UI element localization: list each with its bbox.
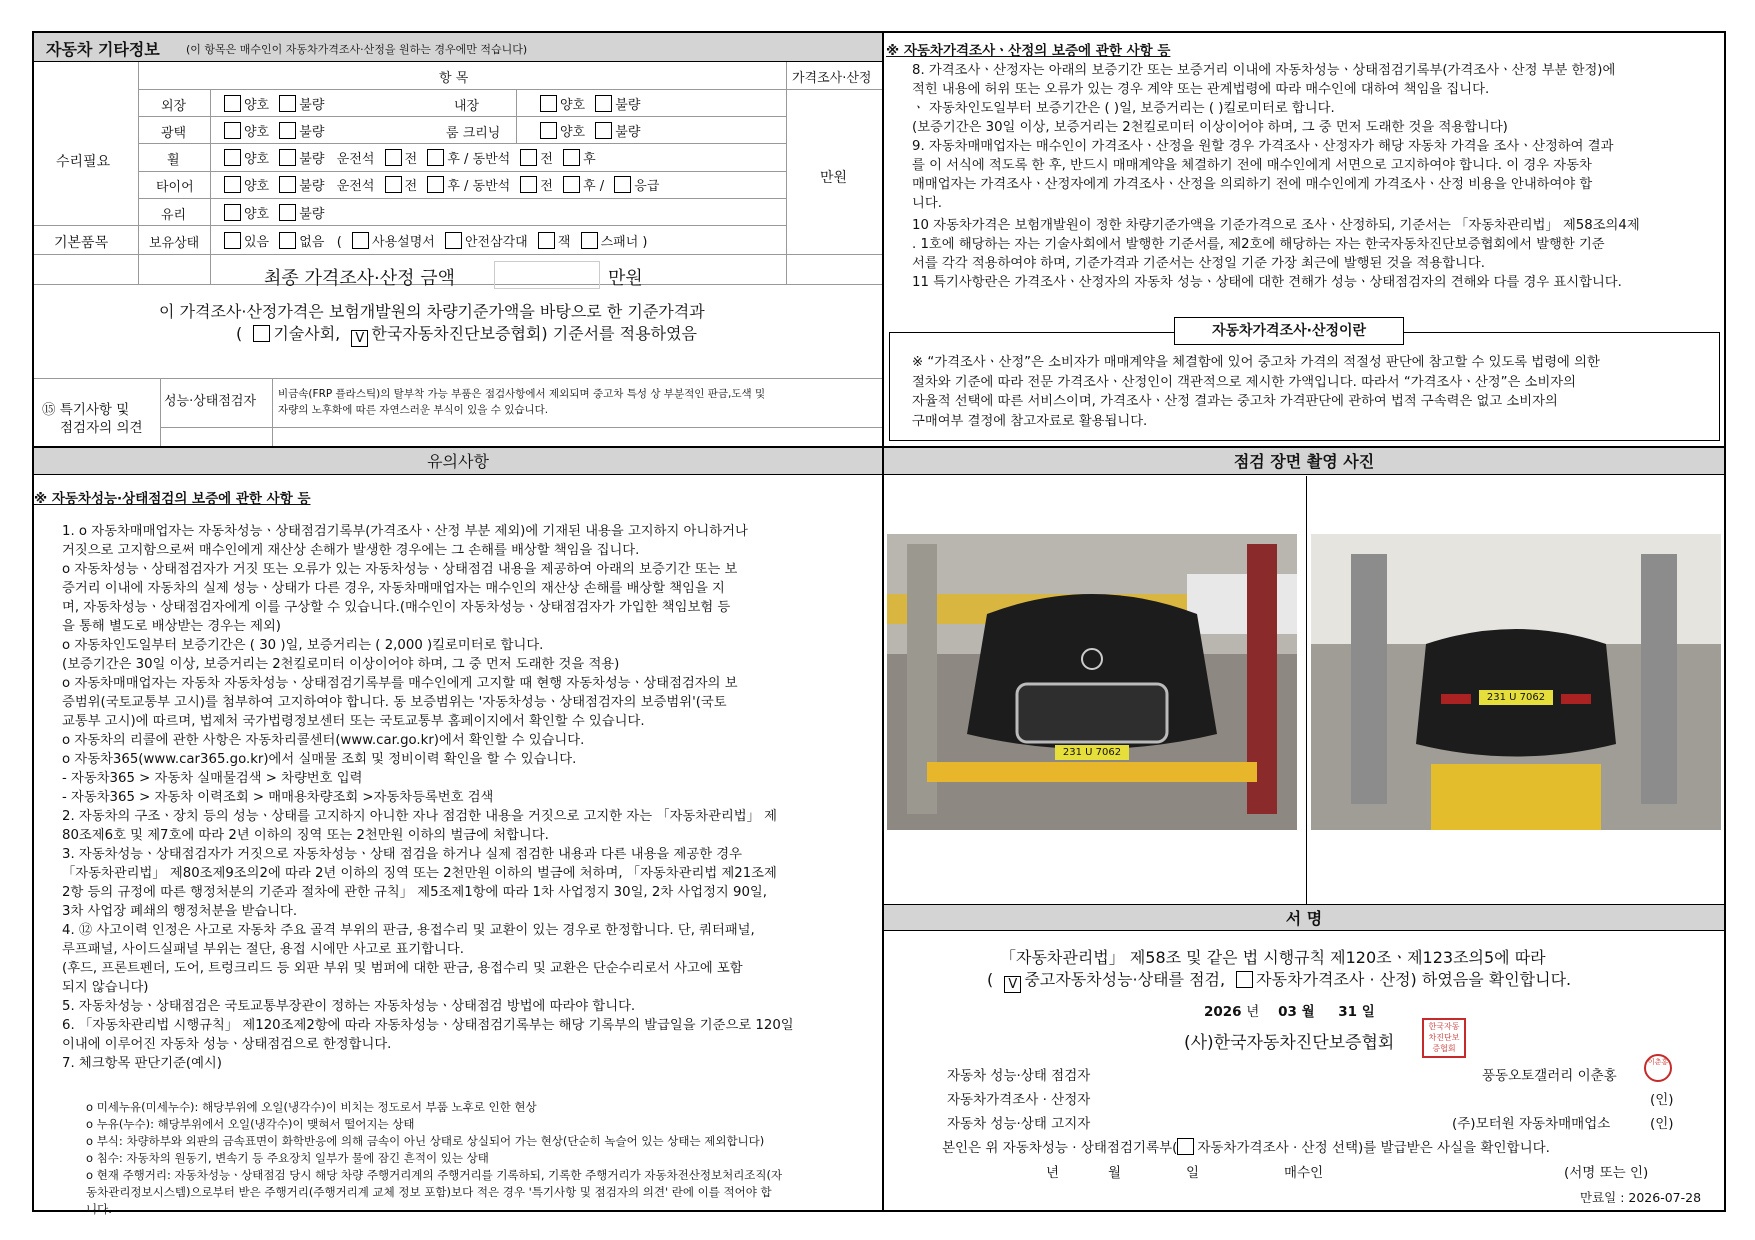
sign-row-label: 자동차 성능·상태 고지자 xyxy=(947,1116,1091,1132)
notes-line: o 자동차365(www.car365.go.kr)에서 실매물 조회 및 정비이력 확인을 할 수 있습니다. xyxy=(62,752,577,767)
criteria-line: 동차관리정보시스템)으로부터 받은 주행거리(주행거리계 교체 정보 포함)보다 적은 경우 '특기사항 및 점검자의 의견' 란에 이를 적어야 합 xyxy=(86,1185,772,1199)
criteria-line: o 누유(누수): 해당부위에서 오일(냉각수)이 맺혀서 떨어지는 상태 xyxy=(86,1117,415,1131)
definition-line: 구매여부 결정에 참고자료로 활용됩니다. xyxy=(912,413,1148,429)
sign-row-name: (주)모터원 자동차매매업소 xyxy=(1452,1116,1611,1132)
vehicle-other-info-panel xyxy=(32,31,884,448)
front-label: 전 xyxy=(540,179,553,194)
perf-note-2: 자량의 노후화에 따른 자연스러운 부식이 있을 수 있습니다. xyxy=(278,404,549,416)
receipt-price-checkbox[interactable] xyxy=(1177,1138,1194,1155)
notes-line: 되지 않습니다) xyxy=(62,980,149,995)
room-good-checkbox[interactable] xyxy=(540,122,557,139)
notes-line: 2. 자동차의 구조ㆍ장치 등의 성능ㆍ상태를 고지하지 아니한 자나 점검한 내용을 거짓으로 고지한 자는 「자동차관리법」 제 xyxy=(62,809,778,824)
guarantee-lines xyxy=(912,61,1640,292)
definition-title: 자동차가격조사·산정이란 xyxy=(1174,317,1404,345)
final-price-label: 최종 가격조사·산정 금액 xyxy=(264,268,456,289)
bad-label: 불량 xyxy=(299,98,325,113)
good-label: 양호 xyxy=(560,98,586,113)
front-photo xyxy=(887,534,1297,830)
notes-line: o 자동차매매업자는 자동차 자동차성능ㆍ상태점검기록부를 매수인에게 고지할 때 현행 자동차성능ㆍ상태점검자의 보 xyxy=(62,676,738,691)
notes-lines xyxy=(62,522,794,1073)
guarantee-line: 니다. xyxy=(912,196,942,211)
front-label: 전 xyxy=(404,152,418,167)
rear-label: 후 xyxy=(583,179,596,194)
guarantee-line: (보증기간은 30일 이상, 보증거리는 2천킬로미터 이상이어야 하며, 그 중 먼저 도래한 것을 적용합니다) xyxy=(912,120,1508,135)
notes-line: 「자동차관리법」 제80조제9조의2에 따라 2년 이하의 징역 또는 2천만원 이하의 벌금에 처하며, 「자동차관리법 제21조제 xyxy=(62,866,777,881)
signature-bar: 서 명 xyxy=(884,904,1724,931)
spanner-checkbox[interactable] xyxy=(581,232,598,249)
issue-month-label: 월 xyxy=(1301,1004,1315,1020)
tire-options xyxy=(218,175,659,194)
issue-month: 03 xyxy=(1278,1004,1297,1020)
row-tire: 타이어 xyxy=(156,180,194,195)
good-label: 양호 xyxy=(244,125,270,140)
tire-bad-checkbox[interactable] xyxy=(279,176,296,193)
tire-driver-rear-checkbox[interactable] xyxy=(427,176,444,193)
gloss-bad-checkbox[interactable] xyxy=(279,122,296,139)
definition-line: ※ “가격조사ㆍ산정”은 소비자가 매매계약을 체결함에 있어 중고차 가격의 적절성 판단에 참고할 수 있도록 법령에 의한 xyxy=(912,355,1600,370)
buyer-label: 매수인 xyxy=(1284,1165,1324,1181)
receipt-month: 월 xyxy=(1108,1165,1122,1181)
notes-line: 거짓으로 고지함으로써 매수인에게 재산상 손해가 발생한 경우에는 그 손해를 배상할 책임을 집니다. xyxy=(62,543,640,558)
definition-line: 절차와 기준에 따라 전문 가격조사ㆍ산정인이 객관적으로 제시한 가액입니다. 따라서 “가격조사ㆍ산정”은 소비자의 xyxy=(912,374,1576,390)
notes-line: 이내에 이루어진 자동차 성능ㆍ상태점검으로 한정합니다. xyxy=(62,1037,392,1052)
good-label: 양호 xyxy=(244,179,270,194)
bad-label: 불량 xyxy=(299,152,325,167)
inspector-seal xyxy=(1644,1054,1672,1082)
sign-row-label: 자동차 성능·상태 점검자 xyxy=(947,1068,1091,1084)
exterior-options xyxy=(218,94,324,113)
definition-line: 자율적 선택에 따른 서비스이며, 가격조사ㆍ산정 결과는 중고차 가격판단에 관하여 법적 구속력은 없고 소비자의 xyxy=(912,394,1558,409)
hold-yes-checkbox[interactable] xyxy=(224,232,241,249)
confirm-price-label: 자동차가격조사 · 산정) 하였음을 확인합니다. xyxy=(1256,970,1572,989)
info-subtitle: (이 항목은 매수인이 자동차가격조사·산정을 원하는 경우에만 적습니다) xyxy=(186,43,528,56)
criteria-line: o 부식: 차량하부와 외판의 금속표면이 화학반응에 의해 금속이 아닌 상태로 상실되어 가는 현상(단순히 녹슬어 있는 상태는 제외합니다) xyxy=(86,1134,765,1148)
association-seal xyxy=(1422,1018,1466,1058)
row-gloss: 광택 xyxy=(161,126,187,141)
basis-line-1: 이 가격조사·산정가격은 보험개발원의 차량기준가액을 바탕으로 한 기준가격과 xyxy=(159,302,705,321)
law-line: 「자동차관리법」 제58조 및 같은 법 시행규칙 제120조ㆍ제123조의5에 따라 xyxy=(1000,948,1546,967)
bad-label: 불량 xyxy=(299,179,325,194)
hold-no-checkbox[interactable] xyxy=(279,232,296,249)
interior-options xyxy=(534,94,640,113)
bad-label: 불량 xyxy=(615,125,641,140)
price-guarantee-panel xyxy=(882,31,1726,448)
hold-yes-label: 있음 xyxy=(244,235,270,250)
front-label: 전 xyxy=(404,179,418,194)
notes-line: 증거리 이내에 자동차의 실제 성능ㆍ상태가 다른 경우, 자동차매매업자는 매수인의 재산상 손해를 배상할 책임을 지 xyxy=(62,581,725,596)
price-unit: 만원 xyxy=(820,170,848,186)
row-exterior: 외장 xyxy=(161,99,187,114)
criteria-line: 니다. xyxy=(86,1202,112,1216)
association-name: (사)한국자동차진단보증협회 xyxy=(1184,1033,1395,1053)
row-interior: 내장 xyxy=(454,99,480,114)
basic-label: 기본품목 xyxy=(54,235,109,251)
guarantee-line: 9. 자동차매매업자는 매수인이 가격조사ㆍ산정을 원할 경우 가격조사ㆍ산정자가 해당 자동차 가격을 조사ㆍ산정하여 결과 xyxy=(912,139,1614,154)
sign-or-seal: (서명 또는 인) xyxy=(1564,1165,1649,1181)
notes-line: - 자동차365 > 자동차 이력조회 > 매매용차량조회 >자동차등록번호 검색 xyxy=(62,790,494,805)
bad-label: 불량 xyxy=(299,207,325,222)
notes-line: o 자동차인도일부터 보증기간은 ( 30 )일, 보증거리는 ( 2,000 )킬로미터로 합니다. xyxy=(62,638,544,653)
notes-line: 6. 「자동차관리법 시행규칙」 제120조제2항에 따라 자동차성능ㆍ상태점검기록부는 해당 기록부의 발급일을 기준으로 120일 xyxy=(62,1018,794,1033)
issue-day-label: 일 xyxy=(1361,1004,1375,1020)
basis-tech-label: 기술사회, xyxy=(273,324,341,343)
guarantee-line: 적힌 내용에 허위 또는 오류가 있는 경우 계약 또는 관계법령에 따라 매수인에 대하여 책임을 집니다. xyxy=(912,82,1490,97)
receipt-year: 년 xyxy=(1046,1165,1060,1181)
glass-options xyxy=(218,203,324,222)
receipt-day: 일 xyxy=(1186,1165,1200,1181)
gloss-good-checkbox[interactable] xyxy=(224,122,241,139)
slash-label: / xyxy=(599,179,605,194)
issue-year-label: 년 xyxy=(1246,1004,1260,1020)
interior-good-checkbox[interactable] xyxy=(540,95,557,112)
notes-line: 루프패널, 사이드실패널 부위는 절단, 용접 시에만 사고로 표기합니다. xyxy=(62,942,464,957)
photos-signature-panel xyxy=(882,446,1726,1212)
criteria-lines xyxy=(86,1099,782,1218)
notes-line: 3. 자동차성능ㆍ상태점검자가 거짓으로 자동차성능ㆍ상태 점검을 하거나 실제 점검한 내용과 다른 내용을 제공한 경우 xyxy=(62,847,742,862)
rear-label: 후 xyxy=(447,179,460,194)
info-title: 자동차 기타정보 xyxy=(46,40,160,59)
notes-bar: 유의사항 xyxy=(34,448,882,475)
jack-checkbox[interactable] xyxy=(538,232,555,249)
notes-line: o 자동차성능ㆍ상태점검자가 거짓 또는 오류가 있는 자동차성능ㆍ상태점검 내용을 제공하여 아래의 보증기간 또는 보 xyxy=(62,562,738,577)
tire-emergency-checkbox[interactable] xyxy=(614,176,631,193)
exterior-good-checkbox[interactable] xyxy=(224,95,241,112)
notes-line: 80조제6호 및 제7호에 따라 2년 이하의 징역 또는 2천만원 이하의 벌금에 처합니다. xyxy=(62,828,549,843)
notes-line: 1. o 자동차매매업자는 자동차성능ㆍ상태점검기록부(가격조사ㆍ산정 부분 제외)에 기재된 내용을 고지하지 아니하거나 xyxy=(62,524,748,539)
header-price: 가격조사·산정 xyxy=(792,71,872,86)
tire-driver-front-checkbox[interactable] xyxy=(385,176,402,193)
front-label: 전 xyxy=(540,152,553,167)
glass-bad-checkbox[interactable] xyxy=(279,204,296,221)
bad-label: 불량 xyxy=(615,98,641,113)
wheel-options xyxy=(218,148,596,167)
sign-row-label: 자동차가격조사 · 산정자 xyxy=(947,1092,1091,1108)
basis-tech-checkbox[interactable] xyxy=(253,325,270,342)
rear-label: 후 xyxy=(583,152,596,167)
repair-label: 수리필요 xyxy=(56,154,111,170)
criteria-line: o 미세누유(미세누수): 해당부위에 오일(냉각수)이 비치는 정도로서 부품 노후로 인한 현상 xyxy=(86,1100,537,1114)
receipt-post: 자동차가격조사 · 산정 선택)를 발급받은 사실을 확인합니다. xyxy=(1197,1140,1550,1156)
triangle-checkbox[interactable] xyxy=(445,232,462,249)
hold-options xyxy=(218,231,648,250)
bad-label: 불량 xyxy=(299,125,325,140)
good-label: 양호 xyxy=(560,125,586,140)
passenger-label: / 동반석 xyxy=(464,152,511,167)
final-price-input[interactable] xyxy=(494,261,600,289)
wheel-driver-front-checkbox[interactable] xyxy=(385,149,402,166)
sign-row-mark: (인) xyxy=(1650,1092,1674,1108)
guarantee-title: ※ 자동차가격조사ㆍ산정의 보증에 관한 사항 등 xyxy=(886,43,1171,59)
definition-lines xyxy=(912,353,1600,431)
guarantee-line: ㆍ 자동차인도일부터 보증기간은 ( )일, 보증거리는 ( )킬로미터로 합니다. xyxy=(912,101,1335,116)
rear-plate: 231 U 7062 xyxy=(1479,690,1553,705)
expiry-date: 만료일 : 2026-07-28 xyxy=(1580,1190,1702,1205)
confirm-perf-label: 중고자동차성능·상태를 점검, xyxy=(1024,970,1226,989)
room-bad-checkbox[interactable] xyxy=(595,122,612,139)
wheel-bad-checkbox[interactable] xyxy=(279,149,296,166)
guarantee-line: 매매업자는 가격조사ㆍ산정자에게 가격조사ㆍ산정을 의뢰하기 전에 매수인에게 가격조사ㆍ산정 비용을 안내하여야 합 xyxy=(912,177,1593,192)
notes-line: (보증기간은 30일 이상, 보증거리는 2천킬로미터 이상이어야 하며, 그 중 먼저 도래한 것을 적용) xyxy=(62,657,620,672)
guarantee-line: 를 이 서식에 적도록 한 후, 반드시 매매계약을 체결하기 전에 매수인에게 서면으로 고지하여야 합니다. 이 경우 자동차 xyxy=(912,158,1592,173)
receipt-line xyxy=(942,1136,1550,1156)
front-plate: 231 U 7062 xyxy=(1055,745,1129,760)
tire-passenger-front-checkbox[interactable] xyxy=(520,176,537,193)
good-label: 양호 xyxy=(244,98,270,113)
issue-date xyxy=(1204,1000,1375,1020)
issue-day: 31 xyxy=(1338,1004,1357,1020)
sign-row-name: 풍동오토갤러리 이춘홍 xyxy=(1482,1068,1617,1084)
perf-inspector-label: 성능·상태점검자 xyxy=(164,394,257,409)
perf-note-1: 비금속(FRP 플라스틱)의 탈부착 가능 부품은 점검사항에서 제외되며 중고차 특성 상 부분적인 판금,도색 및 xyxy=(278,388,766,400)
paren-close: ) xyxy=(642,235,648,250)
confirm-perf-checkbox[interactable]: V xyxy=(1004,976,1021,993)
notes-line: 교통부 고시)에 따르며, 법제처 국가법령정보센터 또는 국토교통부 홈페이지에서 확인할 수 있습니다. xyxy=(62,714,645,729)
wheel-passenger-front-checkbox[interactable] xyxy=(520,149,537,166)
jack-label: 잭 xyxy=(557,235,571,250)
notes-line: 3차 사업장 폐쇄의 행정처분을 받습니다. xyxy=(62,904,298,919)
issue-year: 2026 xyxy=(1204,1004,1242,1020)
photos-bar: 점검 장면 촬영 사진 xyxy=(884,448,1724,475)
driver-label: 운전석 xyxy=(336,152,375,167)
receipt-pre: 본인은 위 자동차성능 · 상태점검기록부( xyxy=(942,1140,1178,1156)
row-wheel: 휠 xyxy=(167,153,180,168)
guarantee-line: 8. 가격조사ㆍ산정자는 아래의 보증기간 또는 보증거리 이내에 자동차성능ㆍ상태점검기록부(가격조사ㆍ산정 부분 한정)에 xyxy=(912,63,1616,78)
association-seal-text: 한국자동차진단보증협회 xyxy=(1428,1022,1460,1053)
row-glass: 유리 xyxy=(161,208,187,223)
manual-label: 사용설명서 xyxy=(372,235,435,250)
good-label: 양호 xyxy=(244,207,270,222)
wheel-passenger-rear-checkbox[interactable] xyxy=(563,149,580,166)
triangle-label: 안전삼각대 xyxy=(464,235,528,250)
interior-bad-checkbox[interactable] xyxy=(595,95,612,112)
notes-line: - 자동차365 > 자동차 실매물검색 > 차량번호 입력 xyxy=(62,771,363,786)
row-room: 룸 크리닝 xyxy=(446,126,501,141)
notes-line: o 자동차의 리콜에 관한 사항은 자동차리콜센터(www.car.go.kr)에서 확인할 수 있습니다. xyxy=(62,733,585,748)
notes-line: (후드, 프론트펜더, 도어, 트렁크리드 등 외판 부위 및 범퍼에 대한 판금, 용접수리 및 교환은 단순수리로서 사고에 포함 xyxy=(62,961,743,976)
basis-line-2 xyxy=(236,321,697,347)
tire-passenger-rear-checkbox[interactable] xyxy=(563,176,580,193)
sign-row-mark: (인) xyxy=(1650,1116,1674,1132)
confirm-paren: ( xyxy=(987,970,994,989)
final-price-unit: 만원 xyxy=(608,268,643,289)
manual-checkbox[interactable] xyxy=(352,232,369,249)
notes-line: 4. ⑫ 사고이력 인정은 사고로 자동차 주요 골격 부위의 판금, 용접수리 및 교환이 있는 경우로 한정합니다. 단, 쿼터패널, xyxy=(62,923,755,938)
confirm-line xyxy=(987,967,1571,993)
row-hold: 보유상태 xyxy=(149,236,200,251)
guarantee-line: 11 특기사항란은 가격조사ㆍ산정자의 자동차 성능ㆍ상태에 대한 견해가 성능ㆍ상태점검자의 견해와 다를 경우 표시합니다. xyxy=(912,275,1622,290)
notes-line: 5. 자동차성능ㆍ상태점검은 국토교통부장관이 정하는 자동차성능ㆍ상태점검 방법에 따라야 합니다. xyxy=(62,999,636,1014)
wheel-good-checkbox[interactable] xyxy=(224,149,241,166)
notes-line: 7. 체크항목 판단기준(예시) xyxy=(62,1056,222,1071)
passenger-label: / 동반석 xyxy=(464,179,511,194)
inspector-seal-text: 이춘홍 xyxy=(1647,1058,1669,1066)
info-header xyxy=(34,33,882,62)
exterior-bad-checkbox[interactable] xyxy=(279,95,296,112)
spanner-label: 스패너 xyxy=(600,235,639,250)
glass-good-checkbox[interactable] xyxy=(224,204,241,221)
guarantee-line: 서를 각각 적용하여야 하며, 기준가격과 기준서는 산정일 기준 가장 최근에 발행된 것을 적용합니다. xyxy=(912,256,1485,271)
basis-kaa-label: 한국자동차진단보증협회) 기준서를 적용하였음 xyxy=(371,324,697,343)
room-options xyxy=(534,121,640,140)
tire-good-checkbox[interactable] xyxy=(224,176,241,193)
special-label-1: ⑮ 특기사항 및 xyxy=(42,402,130,418)
notes-panel xyxy=(32,446,884,1216)
notes-line: 며, 자동차성능ㆍ상태점검자에게 이를 구상할 수 있습니다.(매수인이 자동차성능ㆍ상태점검자가 가입한 책임보험 등 xyxy=(62,600,731,615)
basis-kaa-checkbox[interactable]: V xyxy=(351,330,368,347)
emergency-label: 응급 xyxy=(634,179,660,194)
rear-photo xyxy=(1311,534,1721,830)
paren-open: ( xyxy=(336,235,342,250)
good-label: 양호 xyxy=(244,152,270,167)
basis-paren: ( xyxy=(236,324,243,343)
notes-line: 을 통해 별도로 배상받는 경우는 제외) xyxy=(62,619,281,634)
special-label-2: 점검자의 의견 xyxy=(60,420,143,436)
guarantee-line: . 1호에 해당하는 자는 기술사회에서 발행한 기준서를, 제2호에 해당하는 자는 한국자동차진단보증협회에서 발행한 기준 xyxy=(912,237,1605,252)
rear-label: 후 xyxy=(447,152,460,167)
guarantee-line: 10 자동차가격은 보험개발원이 정한 차량기준가액을 기준가격으로 조사ㆍ산정하되, 기준서는 「자동차관리법」 제58조의4제 xyxy=(912,218,1640,233)
notes-line: 2항 등의 규정에 따른 행정처분의 기준과 절차에 관한 규칙」 제5조제1항에 따라 1차 사업정지 30일, 2차 사업정지 90일, xyxy=(62,885,767,900)
criteria-line: o 침수: 자동차의 원동기, 변속기 등 주요장치 일부가 물에 잠긴 흔적이 있는 상태 xyxy=(86,1151,489,1165)
driver-label: 운전석 xyxy=(336,179,375,194)
notes-line: 증범위(국토교통부 고시)를 첨부하여 고지하여야 합니다. 동 보증범위는 '자동차성능ㆍ상태점검자의 보증범위'(국토 xyxy=(62,695,727,710)
header-item: 항 목 xyxy=(439,71,469,86)
confirm-price-checkbox[interactable] xyxy=(1236,971,1253,988)
hold-no-label: 없음 xyxy=(299,235,325,250)
gloss-options xyxy=(218,121,324,140)
notes-subtitle: ※ 자동차성능·상태점검의 보증에 관한 사항 등 xyxy=(34,491,311,507)
wheel-driver-rear-checkbox[interactable] xyxy=(427,149,444,166)
criteria-line: o 현재 주행거리: 자동차성능ㆍ상태점검 당시 해당 차량 주행거리계의 주행거리를 기록하되, 기록한 주행거리가 자동차전산정보처리조직(자 xyxy=(86,1168,783,1182)
